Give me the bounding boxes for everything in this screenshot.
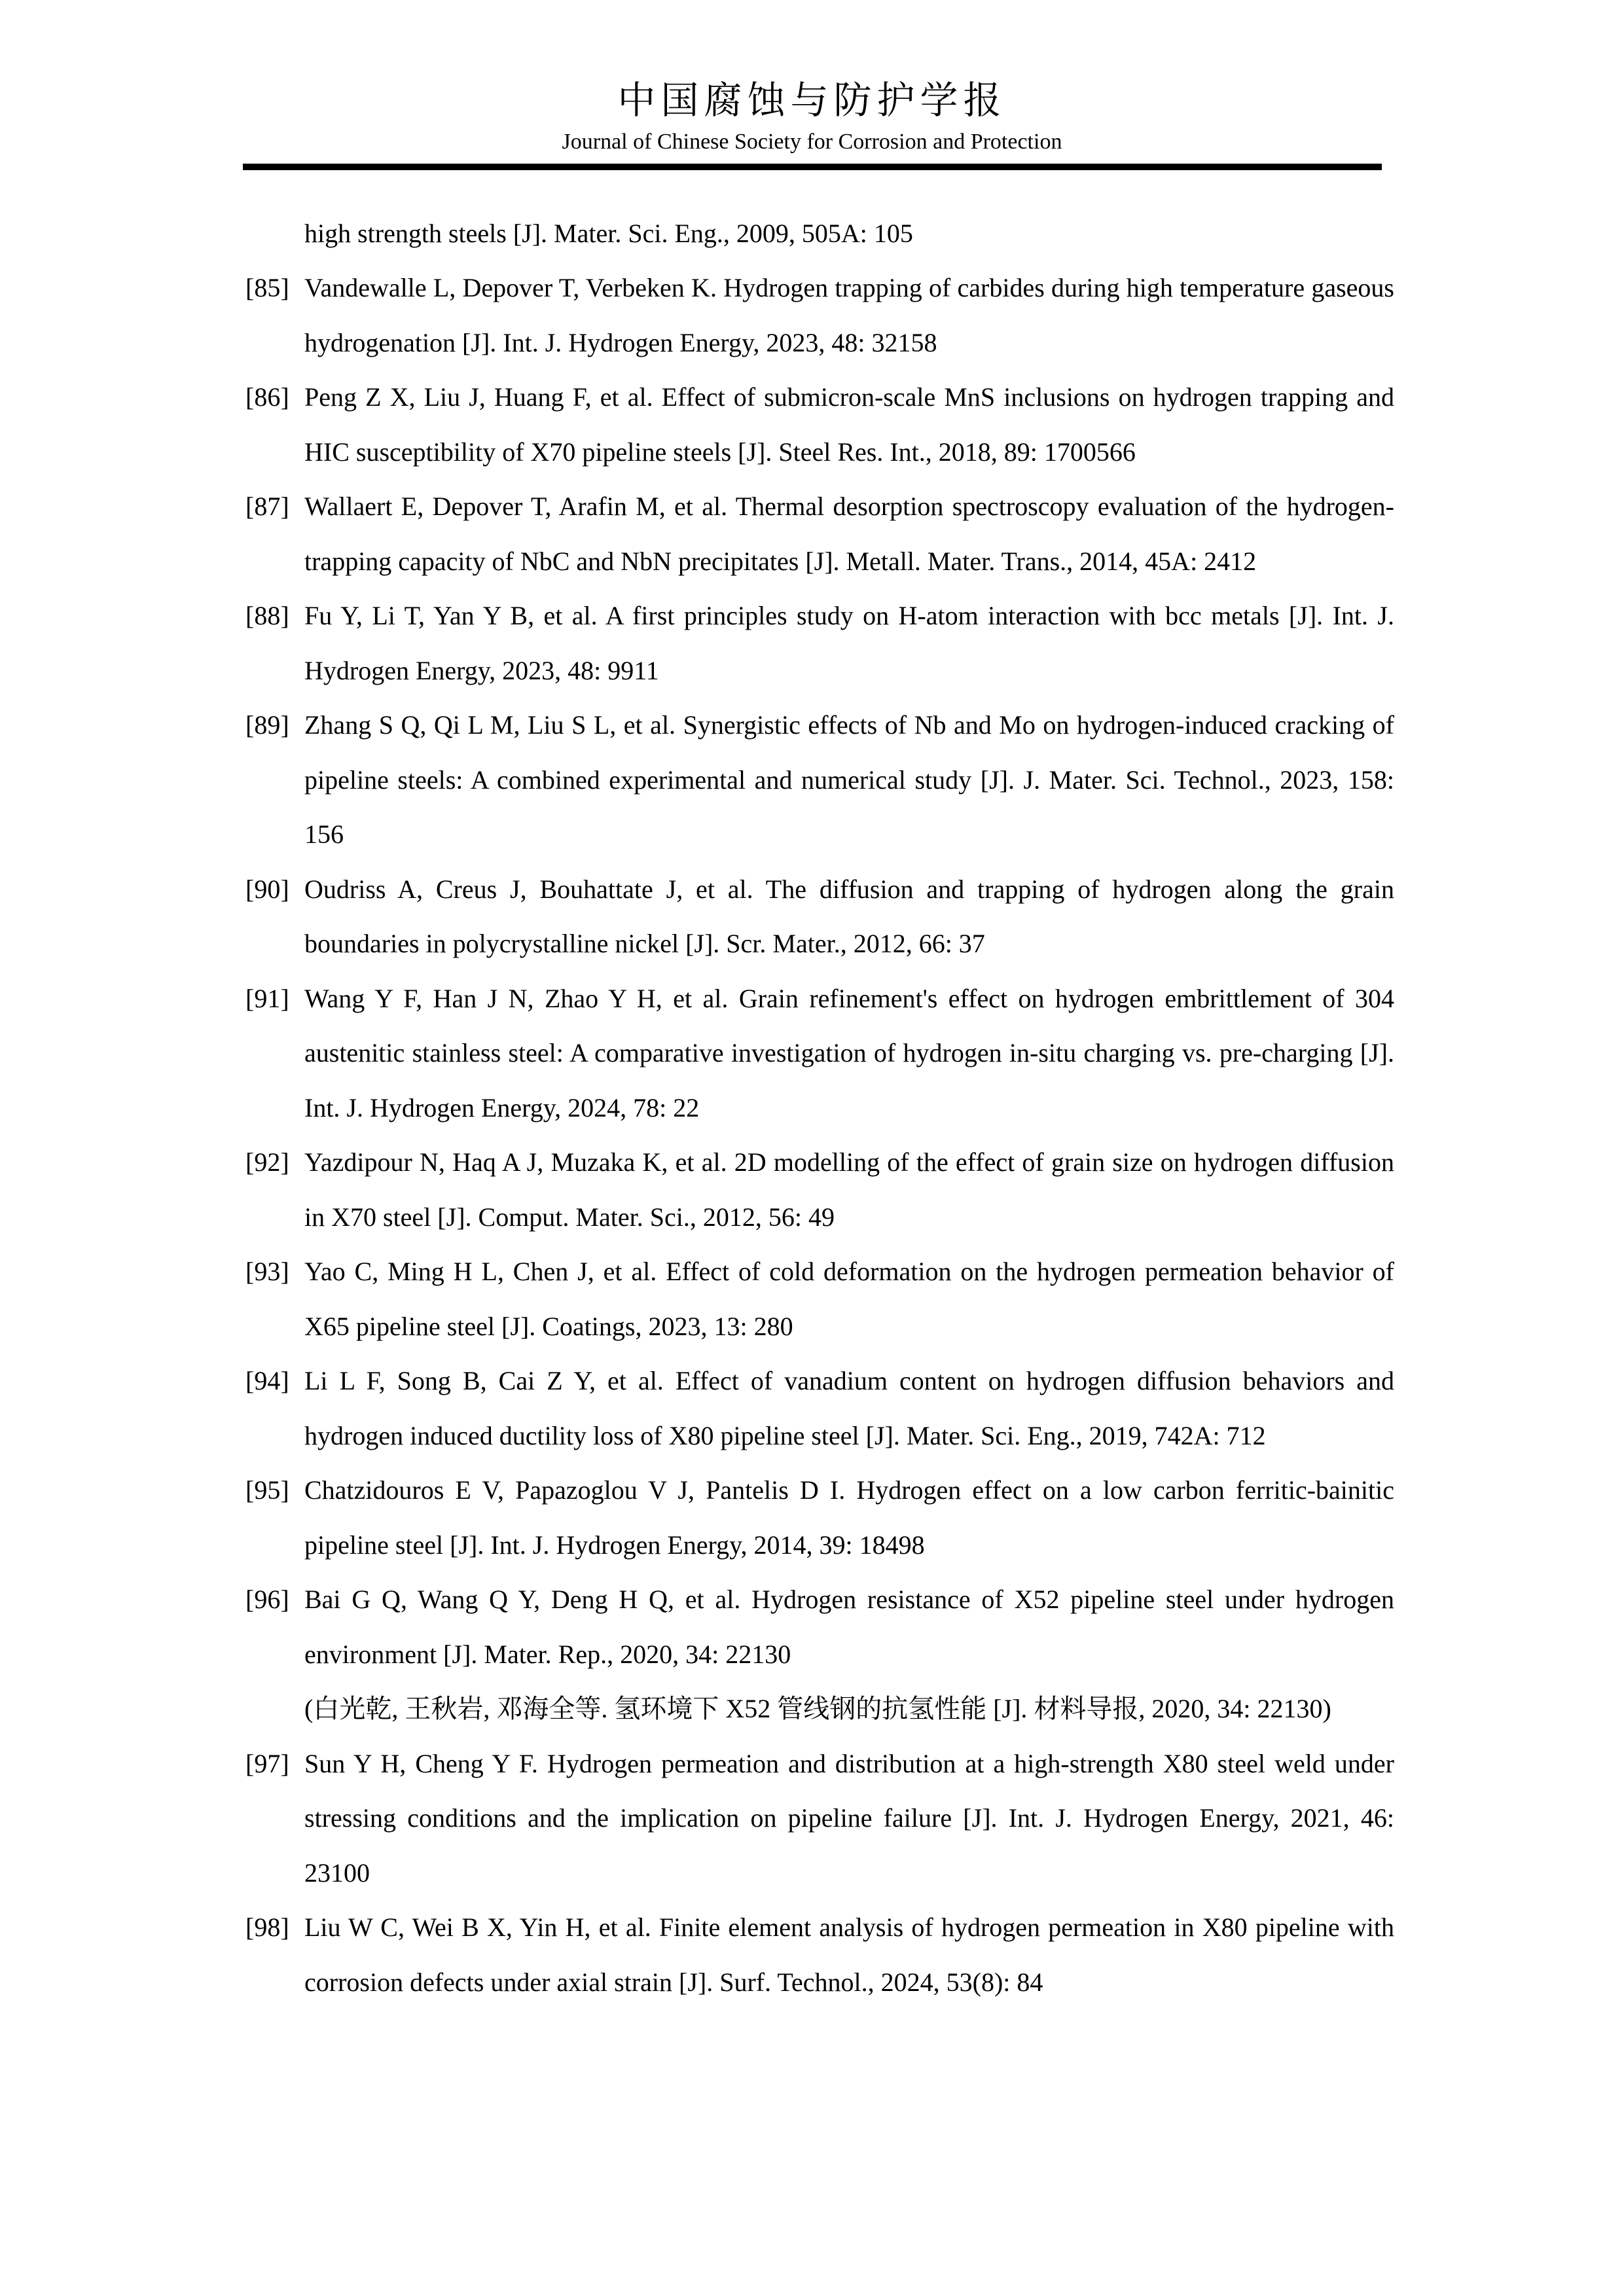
reference-text: Wang Y F, Han J N, Zhao Y H, et al. Grain refinement's effect on hydrogen embrittlement of 304 austenitic stainless steel: A comparative investigation of hydrogen in-situ charging vs. pre-charging [J]. Int. J. Hydrogen Energy, 2024, 78: 22 — [304, 983, 1394, 1122]
reference-number: [97] — [245, 1748, 289, 1778]
reference-text: Peng Z X, Liu J, Huang F, et al. Effect of submicron-scale MnS inclusions on hydrogen trapping and HIC susceptibility of X70 pipeline steels [J]. Steel Res. Int., 2018, 89: 1700566 — [304, 382, 1394, 467]
journal-header — [0, 79, 1624, 170]
reference-number: [95] — [245, 1475, 289, 1505]
reference-item — [245, 1244, 1394, 1354]
reference-number: [85] — [245, 273, 289, 303]
reference-number: [88] — [245, 601, 289, 631]
reference-item — [245, 588, 1394, 698]
reference-item — [245, 370, 1394, 479]
reference-number: [91] — [245, 983, 289, 1013]
reference-item — [245, 1463, 1394, 1572]
header-divider — [243, 164, 1382, 170]
reference-text: Liu W C, Wei B X, Yin H, et al. Finite element analysis of hydrogen permeation in X80 pipeline with corrosion defects under axial strain [J]. Surf. Technol., 2024, 53(8): 84 — [304, 1912, 1394, 1997]
journal-title-chinese: 中国腐蚀与防护学报 — [617, 79, 1007, 122]
reference-item — [245, 862, 1394, 971]
reference-text: Wallaert E, Depover T, Arafin M, et al. Thermal desorption spectroscopy evaluation of the hydrogen-trapping capacity of NbC and NbN precipitates [J]. Metall. Mater. Trans., 2014, 45A: 2412 — [304, 492, 1394, 576]
reference-text: Vandewalle L, Depover T, Verbeken K. Hydrogen trapping of carbides during high temperature gaseous hydrogenation [J]. Int. J. Hydrogen Energy, 2023, 48: 32158 — [304, 273, 1394, 357]
reference-item — [245, 1354, 1394, 1463]
reference-text: Li L F, Song B, Cai Z Y, et al. Effect of vanadium content on hydrogen diffusion behaviors and hydrogen induced ductility loss of X80 pipeline steel [J]. Mater. Sci. Eng., 2019, 742A: 712 — [304, 1366, 1394, 1450]
reference-text: Zhang S Q, Qi L M, Liu S L, et al. Synergistic effects of Nb and Mo on hydrogen-induced cracking of pipeline steels: A combined experimental and numerical study [J]. J. Mater. Sci. Technol., 2023, 158: 156 — [304, 710, 1394, 850]
reference-item — [245, 971, 1394, 1136]
reference-number: [98] — [245, 1912, 289, 1943]
reference-number: [87] — [245, 492, 289, 522]
reference-text: Yazdipour N, Haq A J, Muzaka K, et al. 2D modelling of the effect of grain size on hydrogen diffusion in X70 steel [J]. Comput. Mater. Sci., 2012, 56: 49 — [304, 1147, 1394, 1232]
reference-item — [245, 1135, 1394, 1244]
reference-number: [92] — [245, 1147, 289, 1177]
reference-text: Sun Y H, Cheng Y F. Hydrogen permeation and distribution at a high-strength X80 steel weld under stressing conditions and the implication on pipeline failure [J]. Int. J. Hydrogen Energy, 2021, 46: 23100 — [304, 1748, 1394, 1888]
reference-item — [245, 260, 1394, 370]
reference-translation-note: (白光乾, 王秋岩, 邓海全等. 氢环境下 X52 管线钢的抗氢性能 [J]. 材料导报, 2020, 34: 22130) — [304, 1694, 1331, 1724]
reference-item — [245, 698, 1394, 862]
reference-number: [94] — [245, 1366, 289, 1396]
reference-item — [245, 1900, 1394, 2009]
reference-item — [245, 1572, 1394, 1681]
reference-text: Bai G Q, Wang Q Y, Deng H Q, et al. Hydrogen resistance of X52 pipeline steel under hydrogen environment [J]. Mater. Rep., 2020, 34: 22130 — [304, 1585, 1394, 1669]
reference-text: high strength steels [J]. Mater. Sci. Eng., 2009, 505A: 105 — [304, 218, 913, 248]
reference-item — [245, 1736, 1394, 1901]
reference-text: Chatzidouros E V, Papazoglou V J, Pantelis D I. Hydrogen effect on a low carbon ferritic-bainitic pipeline steel [J]. Int. J. Hydrogen Energy, 2014, 39: 18498 — [304, 1475, 1394, 1560]
journal-title-english: Journal of Chinese Society for Corrosion and Protection — [562, 130, 1062, 154]
reference-number: [96] — [245, 1585, 289, 1615]
reference-text: Oudriss A, Creus J, Bouhattate J, et al. The diffusion and trapping of hydrogen along the grain boundaries in polycrystalline nickel [J]. Scr. Mater., 2012, 66: 37 — [304, 874, 1394, 959]
reference-item — [245, 479, 1394, 588]
reference-number: [86] — [245, 382, 289, 412]
reference-list — [245, 206, 1394, 2010]
reference-item — [245, 206, 1394, 261]
reference-text: Fu Y, Li T, Yan Y B, et al. A first principles study on H-atom interaction with bcc metals [J]. Int. J. Hydrogen Energy, 2023, 48: 9911 — [304, 601, 1394, 685]
reference-number: [89] — [245, 710, 289, 740]
reference-number: [93] — [245, 1257, 289, 1287]
reference-number: [90] — [245, 874, 289, 904]
reference-text: Yao C, Ming H L, Chen J, et al. Effect of cold deformation on the hydrogen permeation behavior of X65 pipeline steel [J]. Coatings, 2023, 13: 280 — [304, 1257, 1394, 1341]
